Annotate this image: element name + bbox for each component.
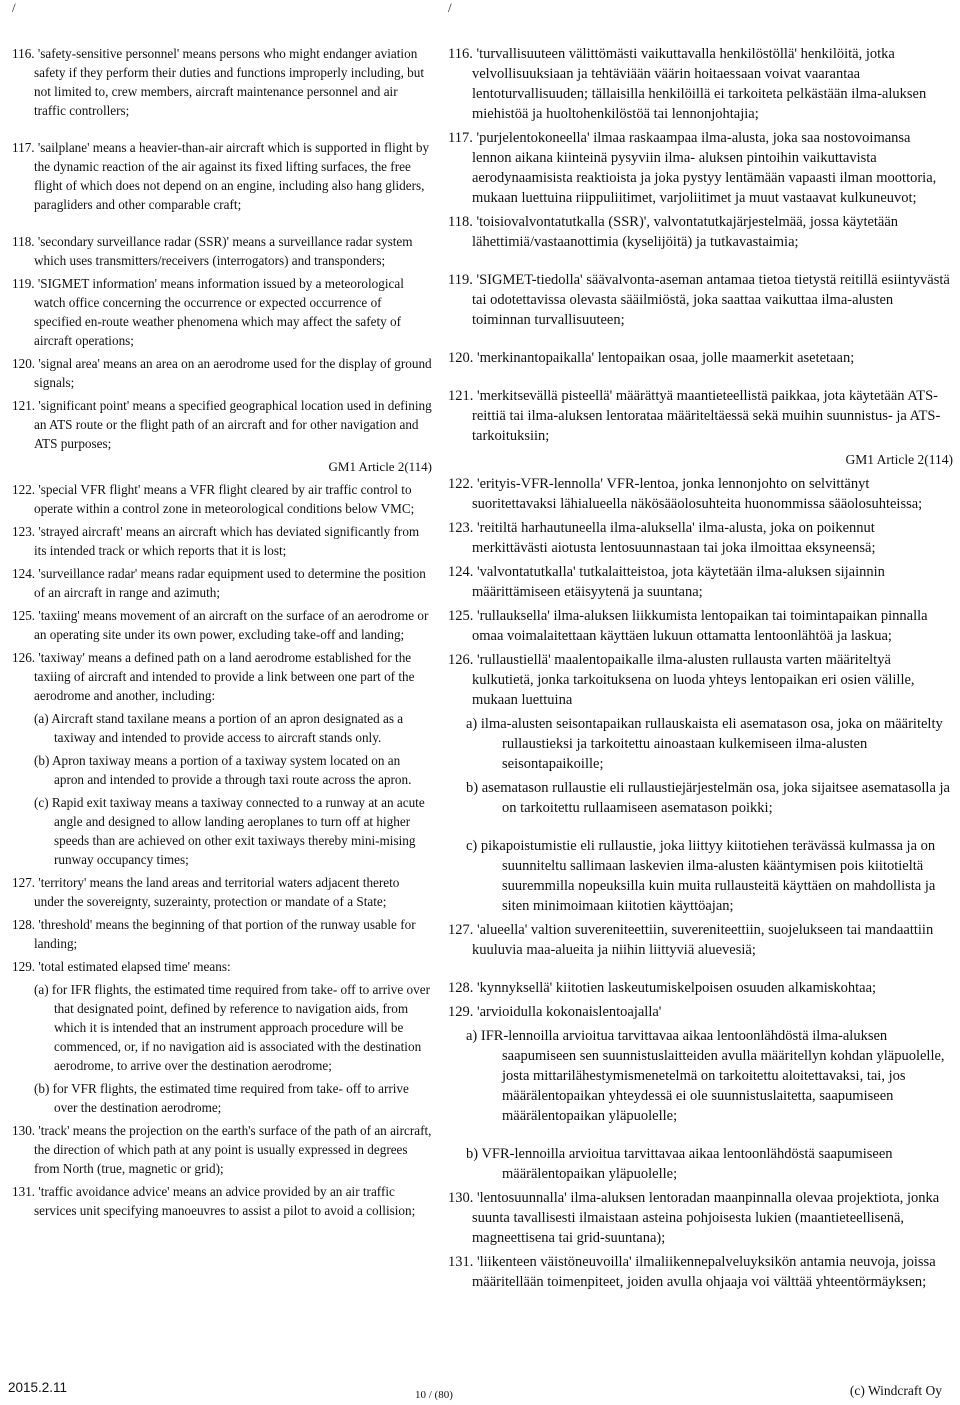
definition-127-en: 127. 'territory' means the land areas and territorial waters adjacent thereto under the sovereignty, suzerainty, protection or mandate of a State;: [12, 875, 400, 909]
definition-116-fi: 116. 'turvallisuuteen välittömästi vaikuttavalla henkilöstöllä' henkilöitä, jotka velvollisuuksiaan ja tehtäviään väärin hoitaessaan voivat vaarantaa lentoturvallisuuden; tällaisilla henkilöillä ei tarkoiteta pelkästään ilma-aluksen miehistöä ja huoltohenkilöstöä tai lennonjohtajia;: [448, 46, 927, 122]
definition-125-en: 125. 'taxiing' means movement of an aircraft on the surface of an aerodrome or an operating site under its own power, excluding take-off and landing;: [12, 608, 429, 642]
definition-126c-fi: c) pikapoistumistie eli rullaustie, joka liittyy kiitotiehen terävässä kulmassa ja on suunniteltu sallimaan laskevien ilma-alusten kääntymisen pois kiitotieltä suuremmilla nopeuksilla kuin muita rullausteitä käyttäen on mahdollista ja siten minimoimaan kiitotien käyttöajan;: [466, 838, 936, 914]
definition-119-fi: 119. 'SIGMET-tiedolla' säävalvonta-aseman antamaa tietoa tietystä reitillä esiintyvästä tai odotettavissa olevasta sääilmiöstä, joka saattaa vaikuttaa ilma-alusten toiminnan turvallisuuteen;: [448, 272, 950, 328]
definition-124-en: 124. 'surveillance radar' means radar equipment used to determine the position of an aircraft in range and azimuth;: [12, 566, 426, 600]
footer-date: 2015.2.11: [8, 1380, 68, 1395]
definition-123-en: 123. 'strayed aircraft' means an aircraft which has deviated significantly from its intended track or which reports that it is lost;: [12, 524, 420, 558]
definition-130-en: 130. 'track' means the projection on the earth's surface of the path of an aircraft, the direction of which path at any point is usually expressed in degrees from North (true, magnetic or grid);: [12, 1123, 432, 1176]
definition-121-fi: 121. 'merkitsevällä pisteellä' määrättyä maantieteellistä paikkaa, jota käytetään ATS-reittiä tai ilma-aluksen lentorataa määriteltäessä sekä muihin suunnistus- ja ATS-tarkoituksiin;: [448, 388, 941, 444]
definition-126a-en: (a) Aircraft stand taxilane means a portion of an apron designated as a taxiway and intended to provide access to aircraft stands only.: [34, 711, 404, 745]
gm-reference-en: GM1 Article 2(114): [328, 459, 432, 474]
definition-116-en: 116. 'safety-sensitive personnel' means persons who might endanger aviation safety if they perform their duties and functions improperly including, but not limited to, crew members, aircraft maintenance personnel and air traffic controllers;: [12, 46, 425, 118]
header-mark-right: /: [448, 0, 452, 15]
definition-128-fi: 128. 'kynnyksellä' kiitotien laskeutumiskelpoisen osuuden alkamiskohtaa;: [448, 980, 877, 996]
definition-130-fi: 130. 'lentosuunnalla' ilma-aluksen lentoradan maanpinnalla olevaa projektiota, jonka suunta tavallisesti ilmaistaan asteina pohjoisesta lukien (maantieteellisenä, magneettisena tai grid-suuntana);: [448, 1190, 940, 1246]
definition-129-en: 129. 'total estimated elapsed time' means:: [12, 959, 231, 974]
definition-129b-en: (b) for VFR flights, the estimated time required from take- off to arrive over the destination aerodrome;: [34, 1081, 409, 1115]
english-column: [12, 44, 432, 1224]
definition-120-fi: 120. 'merkinantopaikalla' lentopaikan osaa, jolle maamerkit asetetaan;: [448, 350, 855, 366]
definition-126c-en: (c) Rapid exit taxiway means a taxiway connected to a runway at an acute angle and designed to allow landing aeroplanes to turn off at higher speeds than are achieved on other exit taxiways thereby mini-mising runway occupancy times;: [34, 795, 425, 867]
definition-126a-fi: a) ilma-alusten seisontapaikan rullauskaista eli asematason osa, joka on määritelty rullaustieksi ja tarkoitettu ainoastaan kulkemiseen ilma-alusten seisontapaikoille;: [466, 716, 943, 772]
definition-129b-fi: b) VFR-lennoilla arvioitua tarvittavaa aikaa lentoonlähdöstä saapumiseen määrälentopaikan yläpuolelle;: [466, 1146, 893, 1182]
footer-copyright: (c) Windcraft Oy: [849, 1383, 942, 1398]
definition-118-fi: 118. 'toisiovalvontatutkalla (SSR)', valvontatutkajärjestelmää, jossa käytetään lähettimiä/vastaanottimia (kyselijöitä) ja tutkavastaimia;: [448, 214, 899, 250]
definition-126b-en: (b) Apron taxiway means a portion of a taxiway system located on an apron and intended to provide a through taxi route across the apron.: [34, 753, 412, 787]
definition-126b-fi: b) asematason rullaustie eli rullaustiejärjestelmän osa, joka sijaitsee asematasolla ja on tarkoitettu rullaamiseen asematason poikki;: [466, 780, 950, 816]
definition-122-fi: 122. 'erityis-VFR-lennolla' VFR-lentoa, jonka lennonjohto on selvittänyt suoritettavaksi lähialueella näkösääolosuhteita huonommissa sääolosuhteissa;: [448, 476, 923, 512]
definition-117-en: 117. 'sailplane' means a heavier-than-air aircraft which is supported in flight by the dynamic reaction of the air against its fixed lifting surfaces, the free flight of which does not depend on an engine, including also hang gliders, paragliders and other comparable craft;: [12, 140, 430, 212]
definition-126-fi: 126. 'rullaustiellä' maalentopaikalle ilma-alusten rullausta varten määriteltyä kulkutietä, jonka tarkoituksena on luoda yhteys lentopaikan eri osien välille, mukaan luettuina: [448, 652, 915, 708]
definition-121-en: 121. 'significant point' means a specified geographical location used in defining an ATS route or the flight path of an aircraft and for other navigation and ATS purposes;: [12, 398, 432, 451]
finnish-column: [448, 44, 953, 1296]
definition-131-fi: 131. 'liikenteen väistöneuvoilla' ilmaliikennepalveluyksikön antamia neuvoja, joissa määritellään toimenpiteet, joiden avulla ohjaaja voi välttää yhteentörmäyksen;: [448, 1254, 936, 1290]
definition-129a-fi: a) IFR-lennoilla arvioitua tarvittavaa aikaa lentoonlähdöstä ilma-aluksen saapumiseen sen suunnistuslaitteiden avulla määritellyn kohdan yläpuolelle, josta mittarilähestymismenetelmä on tarkoitettu aloitettavaksi, tai, jos määrälentopaikan yhteydessä ei ole suunnistuslaitetta, saapumiseen määrälentopaikan yläpuolelle;: [466, 1028, 945, 1124]
definition-124-fi: 124. 'valvontatutkalla' tutkalaitteistoa, jota käytetään ilma-aluksen sijainnin määrittämiseen etäisyytenä ja suuntana;: [448, 564, 885, 600]
definition-125-fi: 125. 'rullauksella' ilma-aluksen liikkumista lentopaikan tai toimintapaikan pinnalla omaa voimalaitettaan käyttäen lukuun ottamatta lentoonlähtöä ja laskua;: [448, 608, 928, 644]
definition-129a-en: (a) for IFR flights, the estimated time required from take- off to arrive over that designated point, defined by reference to navigation aids, from which it is intended that an instrument approach procedure will be commenced, or, if no navigation aid is associated with the destination aerodrome, to arrive over the destination aerodrome;: [34, 982, 430, 1073]
footer-page-number: 10 / (80): [415, 1389, 453, 1401]
definition-117-fi: 117. 'purjelentokoneella' ilmaa raskaampaa ilma-alusta, joka saa nostovoimansa lennon aikana kiinteinä pysyviin ilma- aluksen pintoihin vaikuttavista aerodynaamisista reaktioista ja joka pystyy lentämään vapaasti ilman moottoria, mukaan luettuina riippuliitimet, varjoliitimet ja muut vastaavat kulkuneuvot;: [448, 130, 937, 206]
definition-128-en: 128. 'threshold' means the beginning of that portion of the runway usable for landing;: [12, 917, 416, 951]
definition-120-en: 120. 'signal area' means an area on an aerodrome used for the display of ground signals;: [12, 356, 432, 390]
definition-127-fi: 127. 'alueella' valtion suvereniteettiin, suvereniteettiin, suojelukseen tai mandaattiin kuuluvia maa-alueita ja niihin liittyviä aluevesiä;: [448, 922, 934, 958]
gm-reference-fi: GM1 Article 2(114): [845, 452, 953, 467]
definition-118-en: 118. 'secondary surveillance radar (SSR)' means a surveillance radar system which uses transmitters/receivers (interrogators) and transponders;: [12, 234, 413, 268]
definition-119-en: 119. 'SIGMET information' means information issued by a meteorological watch office concerning the occurrence or expected occurrence of specified en-route weather phenomena which may affect the safety of aircraft operations;: [12, 276, 404, 348]
header-mark-left: /: [12, 0, 16, 15]
definition-123-fi: 123. 'reitiltä harhautuneella ilma-aluksella' ilma-alusta, joka on poikennut merkittävästi aiotusta lentosuunnastaan tai joka ilmoittaa eksyneensä;: [448, 520, 876, 556]
definition-126-en: 126. 'taxiway' means a defined path on a land aerodrome established for the taxiing of aircraft and intended to provide a link between one part of the aerodrome and another, including:: [12, 650, 415, 703]
definition-129-fi: 129. 'arvioidulla kokonaislentoajalla': [448, 1004, 662, 1020]
definition-122-en: 122. 'special VFR flight' means a VFR flight cleared by air traffic control to operate within a control zone in meteorological conditions below VMC;: [12, 482, 415, 516]
definition-131-en: 131. 'traffic avoidance advice' means an advice provided by an air traffic services unit specifying manoeuvres to assist a pilot to avoid a collision;: [12, 1184, 416, 1218]
